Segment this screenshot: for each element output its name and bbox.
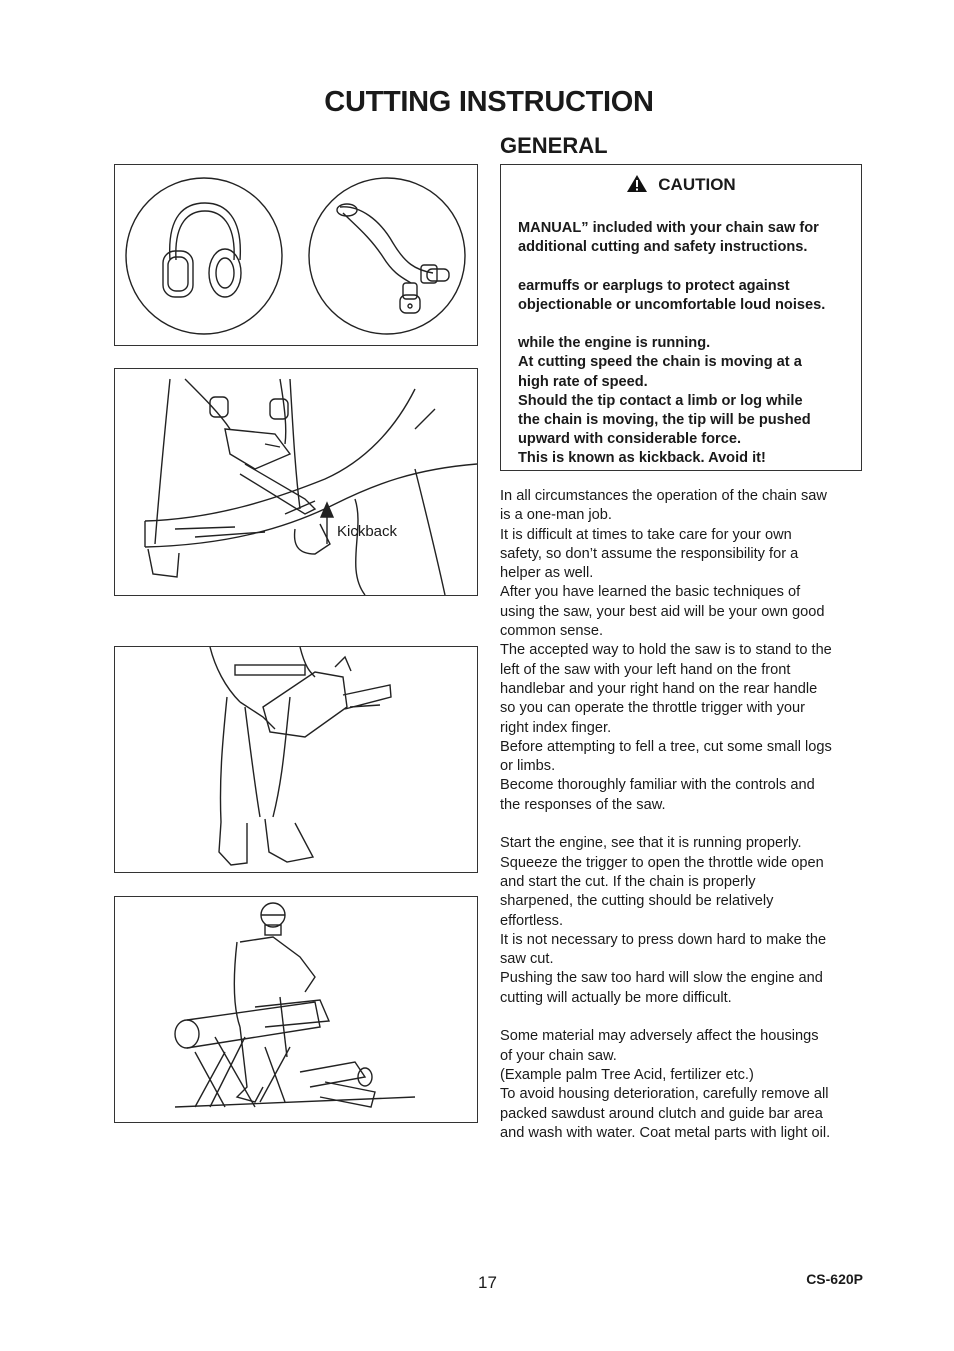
kickback-figure (114, 368, 478, 596)
page-title: CUTTING INSTRUCTION (324, 86, 654, 118)
holding-saw-figure (114, 646, 478, 873)
body-line: and start the cut. If the chain is properly (500, 873, 756, 890)
body-line: the responses of the saw. (500, 796, 666, 813)
body-line: Before attempting to fell a tree, cut some small logs (500, 738, 832, 755)
body-line: After you have learned the basic techniques of (500, 584, 801, 601)
page-number: 17 (478, 1273, 497, 1292)
body-line: effortless. (500, 912, 563, 929)
log-drawing (145, 389, 477, 595)
body-line: left of the saw with your left hand on the front (500, 661, 791, 678)
caution-line: This is known as kickback. Avoid it! (518, 450, 766, 467)
caution-body (518, 219, 858, 469)
held-chainsaw-drawing (263, 657, 391, 737)
kickback-label: Kickback (337, 523, 398, 540)
operator-drawing (148, 379, 330, 577)
hearing-protection-figure (114, 164, 478, 346)
body-line: safety, so don’t assume the responsibility for a (500, 545, 799, 562)
body-line: The accepted way to hold the saw is to stand to the (500, 642, 832, 659)
body-line: packed sawdust around clutch and guide bar area (500, 1105, 823, 1122)
chainsaw-drawing (225, 429, 315, 514)
body-line: helper as well. (500, 565, 594, 582)
caution-box (500, 164, 862, 471)
body-line: saw cut. (500, 951, 554, 968)
body-line: Start the engine, see that it is running properly. (500, 835, 802, 852)
log-on-sawhorse-drawing (175, 1000, 415, 1107)
caution-line: while the engine is running. (518, 335, 711, 352)
sawhorse-cutting-figure (114, 896, 478, 1123)
warning-triangle-icon (626, 174, 648, 193)
body-line: In all circumstances the operation of the chain saw (500, 488, 827, 504)
caution-line: the chain is moving, the tip will be pushed (518, 412, 811, 428)
standing-operator-drawing (210, 647, 315, 865)
body-line: It is difficult at times to take care for your own (500, 526, 792, 543)
body-line: using the saw, your best aid will be your own good (500, 603, 825, 620)
body-line: Squeeze the trigger to open the throttle wide open (500, 854, 824, 871)
caution-line: additional cutting and safety instructions. (518, 239, 808, 256)
section-title: GENERAL (500, 133, 608, 158)
body-line: right index finger. (500, 719, 612, 736)
earmuffs-icon (163, 203, 241, 297)
body-line: handlebar and your right hand on the rear handle (500, 680, 818, 697)
earmuffs-circle (126, 178, 282, 334)
earplugs-circle (309, 178, 465, 334)
model-number: CS-620P (806, 1271, 863, 1287)
body-line: Pushing the saw too hard will slow the engine and (500, 970, 823, 987)
caution-heading-text: CAUTION (658, 175, 736, 194)
caution-heading (501, 174, 861, 195)
body-line: is a one-man job. (500, 507, 612, 524)
caution-line: objectionable or uncomfortable loud noises. (518, 296, 826, 313)
body-line: It is not necessary to press down hard to make the (500, 931, 827, 948)
earplugs-icon (337, 204, 449, 313)
body-line: cutting will actually be more difficult. (500, 989, 732, 1006)
body-line: Some material may adversely affect the housings (500, 1028, 819, 1045)
caution-line: high rate of speed. (518, 373, 648, 390)
body-line: (Example palm Tree Acid, fertilizer etc.) (500, 1066, 754, 1083)
caution-line: upward with considerable force. (518, 431, 742, 448)
caution-line: At cutting speed the chain is moving at a (518, 354, 802, 371)
caution-line: earmuffs or earplugs to protect against (518, 277, 790, 294)
body-line: or limbs. (500, 758, 556, 775)
caution-line: MANUAL” included with your chain saw for (518, 220, 819, 236)
caution-line: Should the tip contact a limb or log while (518, 392, 803, 409)
body-line: of your chain saw. (500, 1047, 617, 1064)
body-line: To avoid housing deterioration, carefully remove all (500, 1086, 829, 1103)
body-text (500, 487, 868, 1143)
body-line: and wash with water. Coat metal parts with light oil. (500, 1124, 831, 1141)
body-line: common sense. (500, 623, 604, 640)
body-line: Become thoroughly familiar with the controls and (500, 777, 815, 794)
body-line: so you can operate the throttle trigger with your (500, 700, 806, 717)
body-line: sharpened, the cutting should be relatively (500, 893, 774, 910)
